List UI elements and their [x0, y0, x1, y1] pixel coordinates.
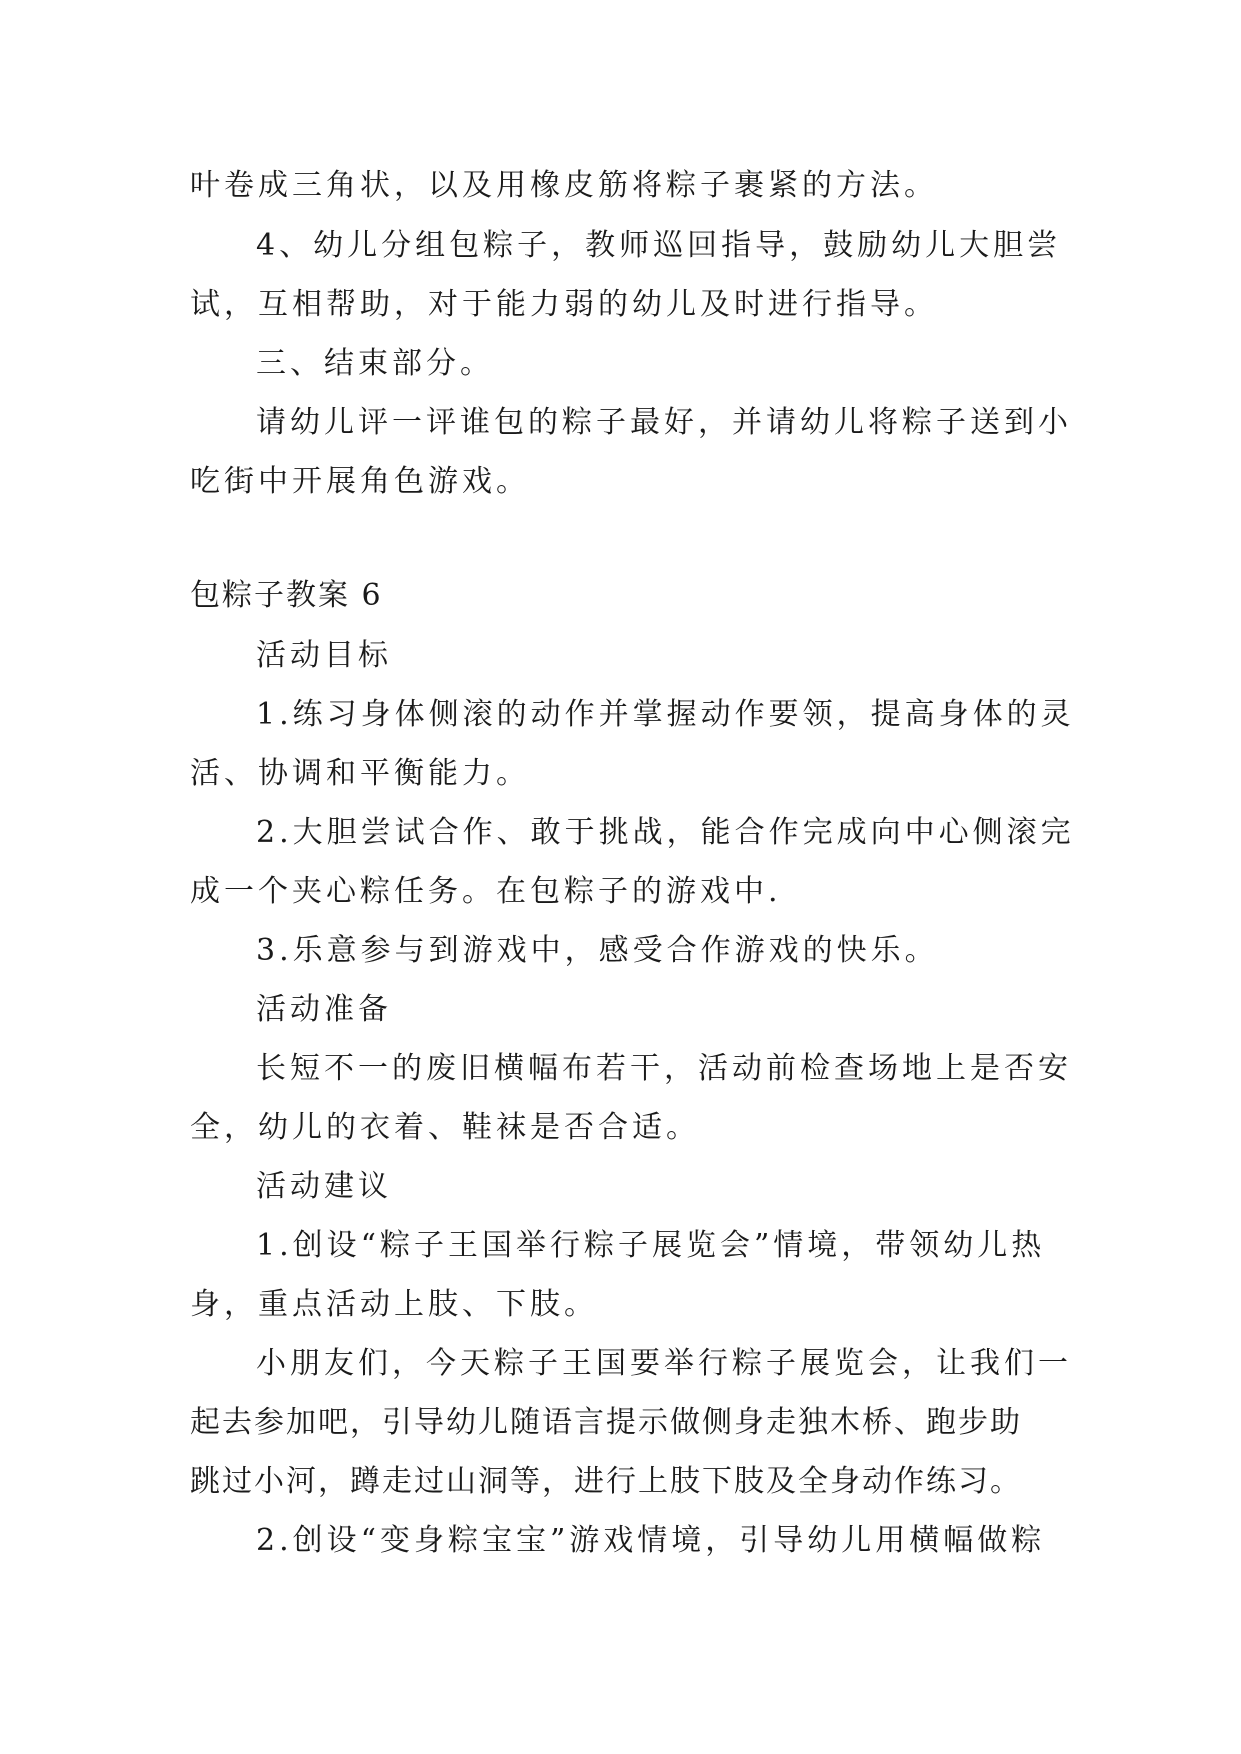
- text-line: 起去参加吧，引导幼儿随语言提示做侧身走独木桥、跑步助: [190, 1405, 1022, 1440]
- section-heading: 活动建议: [256, 1169, 392, 1204]
- text-line: 请幼儿评一评谁包的粽子最好，并请幼儿将粽子送到小: [256, 405, 1072, 440]
- text-line: 吃街中开展角色游戏。: [190, 464, 530, 499]
- text-line: 3.乐意参与到游戏中，感受合作游戏的快乐。: [256, 933, 939, 968]
- section-heading: 活动目标: [256, 638, 392, 673]
- text-line: 长短不一的废旧横幅布若干，活动前检查场地上是否安: [256, 1051, 1072, 1086]
- document-title: 包粽子教案 6: [190, 578, 383, 613]
- section-heading: 三、结束部分。: [256, 346, 494, 381]
- text-line: 小朋友们，今天粽子王国要举行粽子展览会，让我们一: [256, 1346, 1072, 1381]
- section-heading: 活动准备: [256, 992, 392, 1027]
- text-line: 身，重点活动上肢、下肢。: [190, 1287, 598, 1322]
- text-line: 成一个夹心粽任务。在包粽子的游戏中.: [190, 874, 782, 909]
- text-line: 跳过小河，蹲走过山洞等，进行上肢下肢及全身动作练习。: [190, 1464, 1022, 1499]
- text-line: 1.练习身体侧滚的动作并掌握动作要领，提高身体的灵: [256, 697, 1075, 732]
- text-line: 2.大胆尝试合作、敢于挑战，能合作完成向中心侧滚完: [256, 815, 1075, 850]
- text-line: 叶卷成三角状，以及用橡皮筋将粽子裹紧的方法。: [190, 168, 938, 203]
- text-line: 活、协调和平衡能力。: [190, 756, 530, 791]
- text-line: 2.创设“变身粽宝宝”游戏情境，引导幼儿用横幅做粽: [256, 1523, 1046, 1558]
- text-line: 4、幼儿分组包粽子，教师巡回指导，鼓励幼儿大胆尝: [256, 228, 1062, 263]
- text-line: 1.创设“粽子王国举行粽子展览会”情境，带领幼儿热: [256, 1228, 1046, 1263]
- text-line: 全，幼儿的衣着、鞋袜是否合适。: [190, 1110, 700, 1145]
- text-line: 试，互相帮助，对于能力弱的幼儿及时进行指导。: [190, 287, 938, 322]
